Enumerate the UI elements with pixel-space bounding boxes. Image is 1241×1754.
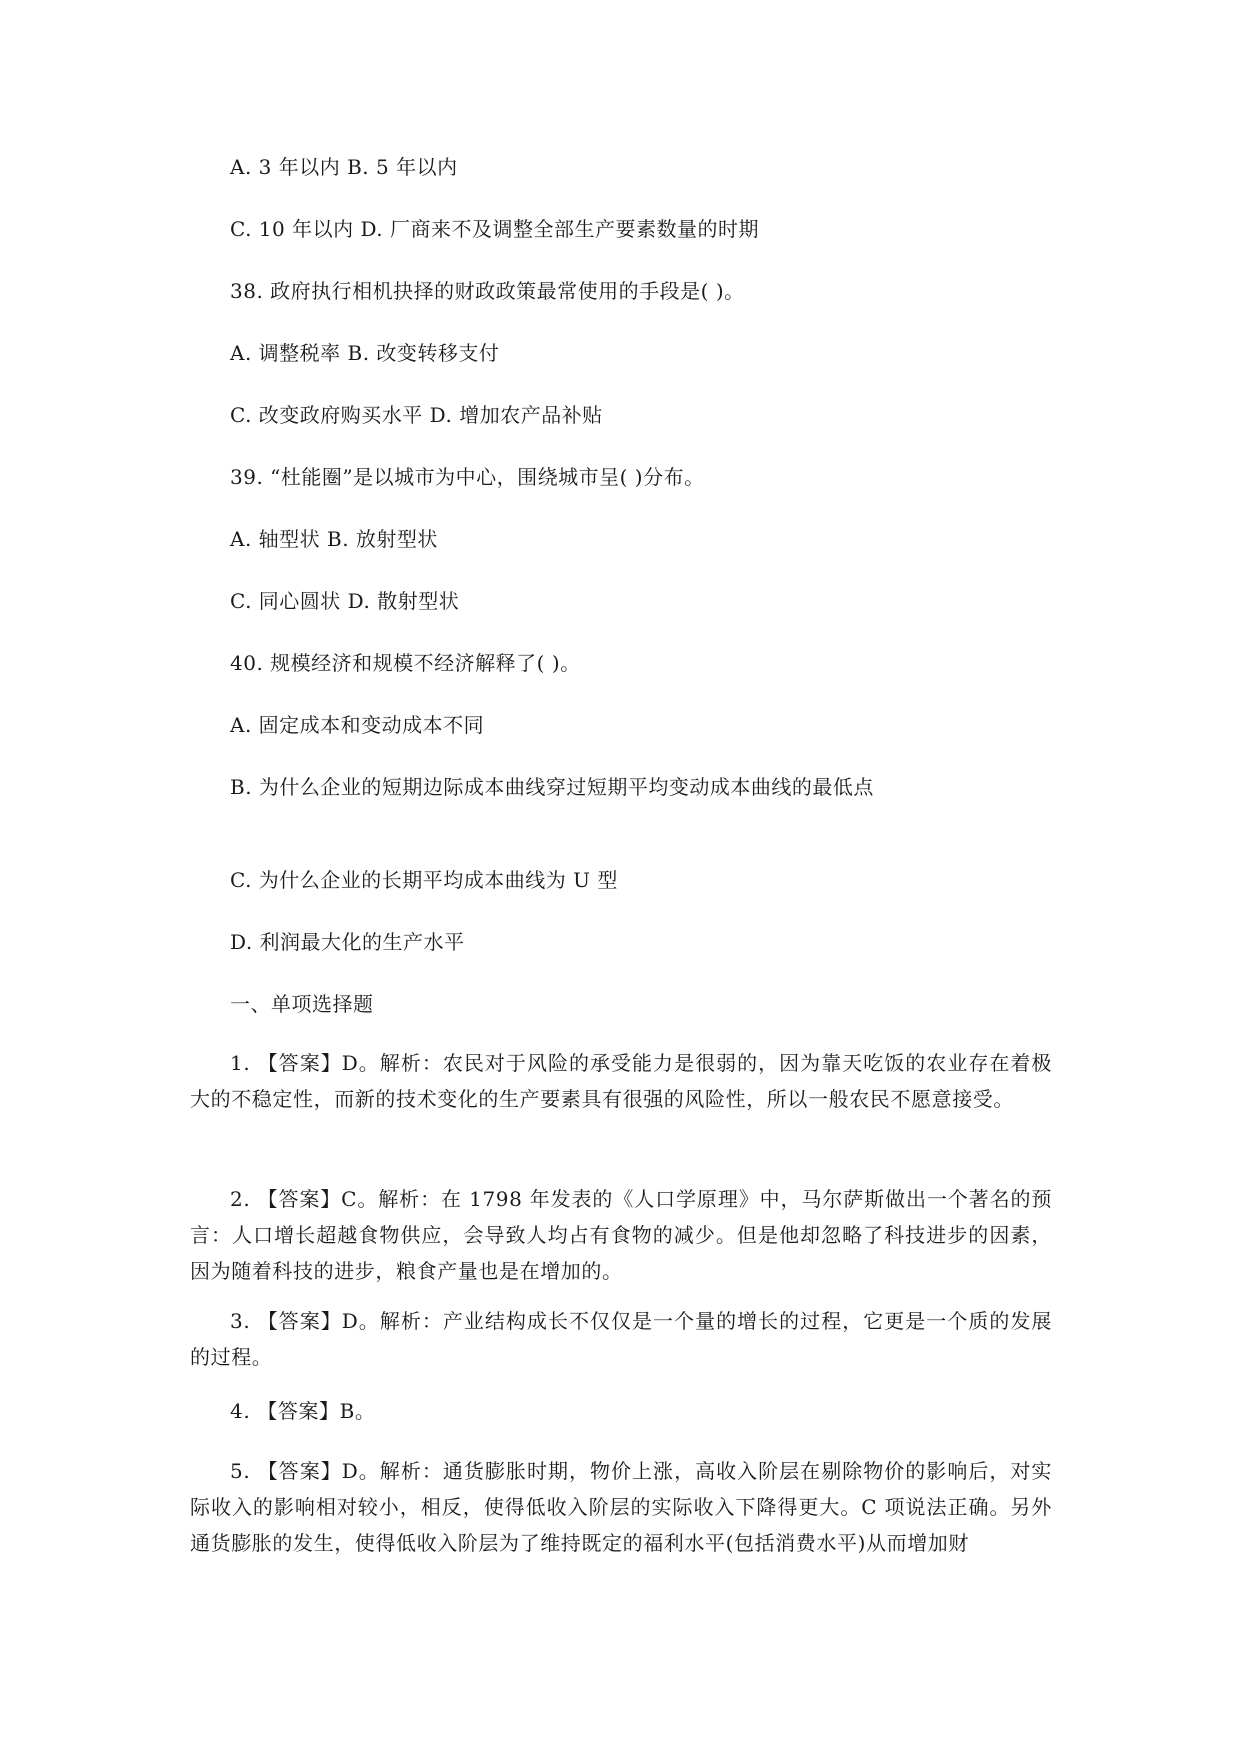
option-line: A. 3 年以内 B. 5 年以内 [230,155,458,179]
answer-paragraph: 1. 【答案】D。解析：农民对于风险的承受能力是很弱的，因为靠天吃饭的农业存在着极大的不稳定性，而新的技术变化的生产要素具有很强的风险性，所以一般农民不愿意接受。 [190,1051,1052,1111]
answer-paragraph: 3. 【答案】D。解析：产业结构成长不仅仅是一个量的增长的过程，它更是一个质的发展的过程。 [190,1309,1052,1369]
option-line: D. 利润最大化的生产水平 [230,930,465,954]
answer-paragraph: 5. 【答案】D。解析：通货膨胀时期，物价上涨，高收入阶层在剔除物价的影响后，对实际收入的影响相对较小，相反，使得低收入阶层的实际收入下降得更大。C 项说法正确。另外通货膨胀的发生，使得低收入阶层为了维持既定的福利水平(包括消费水平)从而增加财 [190,1459,1052,1555]
option-line: A. 轴型状 B. 放射型状 [230,527,438,551]
answer-paragraph: 4. 【答案】B。 [230,1399,376,1423]
option-line: C. 10 年以内 D. 厂商来不及调整全部生产要素数量的时期 [230,217,760,241]
option-line: B. 为什么企业的短期边际成本曲线穿过短期平均变动成本曲线的最低点 [230,775,874,799]
section-heading: 一、单项选择题 [230,992,374,1016]
option-line: C. 改变政府购买水平 D. 增加农产品补贴 [230,403,603,427]
option-line: A. 固定成本和变动成本不同 [230,713,485,737]
option-line: C. 同心圆状 D. 散射型状 [230,589,460,613]
option-line: C. 为什么企业的长期平均成本曲线为 U 型 [230,868,618,892]
question-line: 39. “杜能圈”是以城市为中心，围绕城市呈( )分布。 [230,465,705,489]
question-line: 38. 政府执行相机抉择的财政政策最常使用的手段是( )。 [230,279,745,303]
option-line: A. 调整税率 B. 改变转移支付 [230,341,500,365]
answer-paragraph: 2. 【答案】C。解析：在 1798 年发表的《人口学原理》中，马尔萨斯做出一个著名的预言：人口增长超越食物供应，会导致人均占有食物的减少。但是他却忽略了科技进步的因素，因为随着科技的进步，粮食产量也是在增加的。 [190,1187,1052,1283]
question-line: 40. 规模经济和规模不经济解释了( )。 [230,651,581,675]
